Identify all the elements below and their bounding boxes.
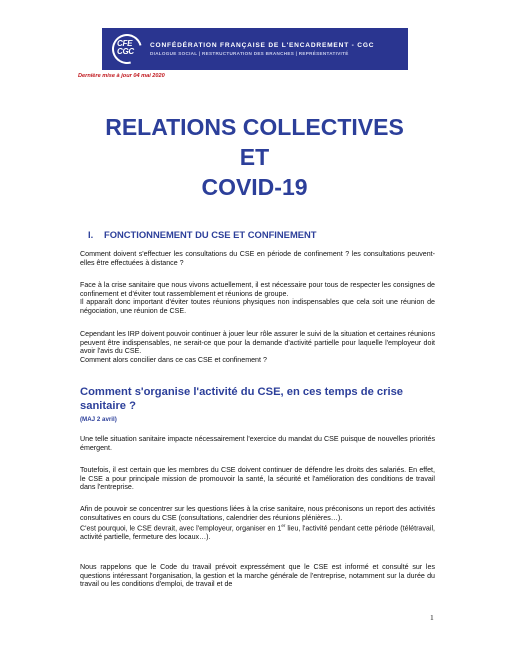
paragraph [80, 330, 435, 364]
page-number: 1 [430, 613, 434, 622]
text-fragment: C'est pourquoi, le CSE devrait, avec l'employeur, organiser en 1 [80, 524, 282, 533]
logo-text: CFE CGC [117, 39, 134, 56]
text-fragment: lieu, l'activité pendant cette période (télétravail, activité partielle, fermeture des locaux…). [80, 524, 435, 542]
last-updated: Dernière mise à jour 04 mai 2020 [78, 73, 165, 79]
paragraph [80, 281, 435, 315]
title-line-3: COVID-19 [201, 174, 308, 200]
paragraph [80, 250, 435, 267]
section-number: I. [88, 229, 94, 240]
document-title [0, 112, 509, 202]
banner-text [150, 41, 374, 57]
paragraph-text: Face à la crise sanitaire que nous vivons actuellement, il est nécessaire pour tous de respecter les consignes de confinement et d'éviter tout rassemblement et réunions de groupe. [80, 281, 435, 298]
paragraph [80, 466, 435, 492]
paragraph-text: Comment alors concilier dans ce cas CSE et confinement ? [80, 355, 267, 364]
cfe-cgc-logo [110, 32, 144, 66]
title-line-1: RELATIONS COLLECTIVES [105, 114, 404, 140]
paragraph-text: Toutefois, il est certain que les membres du CSE doivent continuer de défendre les droits des salariés. En effet, le CSE a pour principale mission de promouvoir la santé, la sécurité et l'amélioration des conditions de travail dans l'entreprise. [80, 466, 435, 492]
paragraph [80, 563, 435, 589]
superscript: er [281, 523, 286, 529]
title-line-2: ET [239, 144, 270, 170]
paragraph [80, 435, 435, 452]
section-heading [88, 229, 317, 240]
subsection-heading: Comment s'organise l'activité du CSE, en ces temps de crise sanitaire ? [80, 386, 404, 412]
section-title: FONCTIONNEMENT DU CSE ET CONFINEMENT [104, 229, 317, 240]
paragraph-text: Cependant les IRP doivent pouvoir continuer à jouer leur rôle assurer le suivi de la situation et certaines réunions peuvent être indispensables, ne serait-ce que pour la demande d'activité partielle pour laquelle l'employeur doit avoir l'avis du CSE. [80, 330, 435, 356]
paragraph-text [80, 522, 435, 542]
banner-subtitle: DIALOGUE SOCIAL | RESTRUCTURATION DES BRANCHES | REPRÉSENTATIVITÉ [150, 51, 349, 56]
update-note: (MAJ 2 avril) [80, 416, 117, 423]
header-banner [102, 28, 408, 70]
paragraph-text: Comment doivent s'effectuer les consultations du CSE en période de confinement ? les consultations peuvent-elles être effectuées à distance ? [80, 250, 435, 267]
paragraph-text: Afin de pouvoir se concentrer sur les questions liées à la crise sanitaire, nous préconisons un report des activités consultatives en cours du CSE (consultations, calendrier des réunions plénières…). [80, 505, 435, 522]
paragraph-text: Une telle situation sanitaire impacte nécessairement l'exercice du mandat du CSE puisque de nouvelles priorités émergent. [80, 435, 435, 452]
banner-title: CONFÉDÉRATION FRANÇAISE DE L'ENCADREMENT - CGC [150, 42, 375, 49]
paragraph-text: Il apparaît donc important d'éviter toutes réunions physiques non indispensables que cela soit une réunion de négociation, une réunion de CSE. [80, 298, 435, 315]
paragraph-text: Nous rappelons que le Code du travail prévoit expressément que le CSE est informé et consulté sur les questions intéressant l'organisation, la gestion et la marche générale de l'entreprise, notamment sur la durée du travail ou les conditions d'emploi, de travail et de [80, 563, 435, 589]
paragraph [80, 505, 435, 542]
